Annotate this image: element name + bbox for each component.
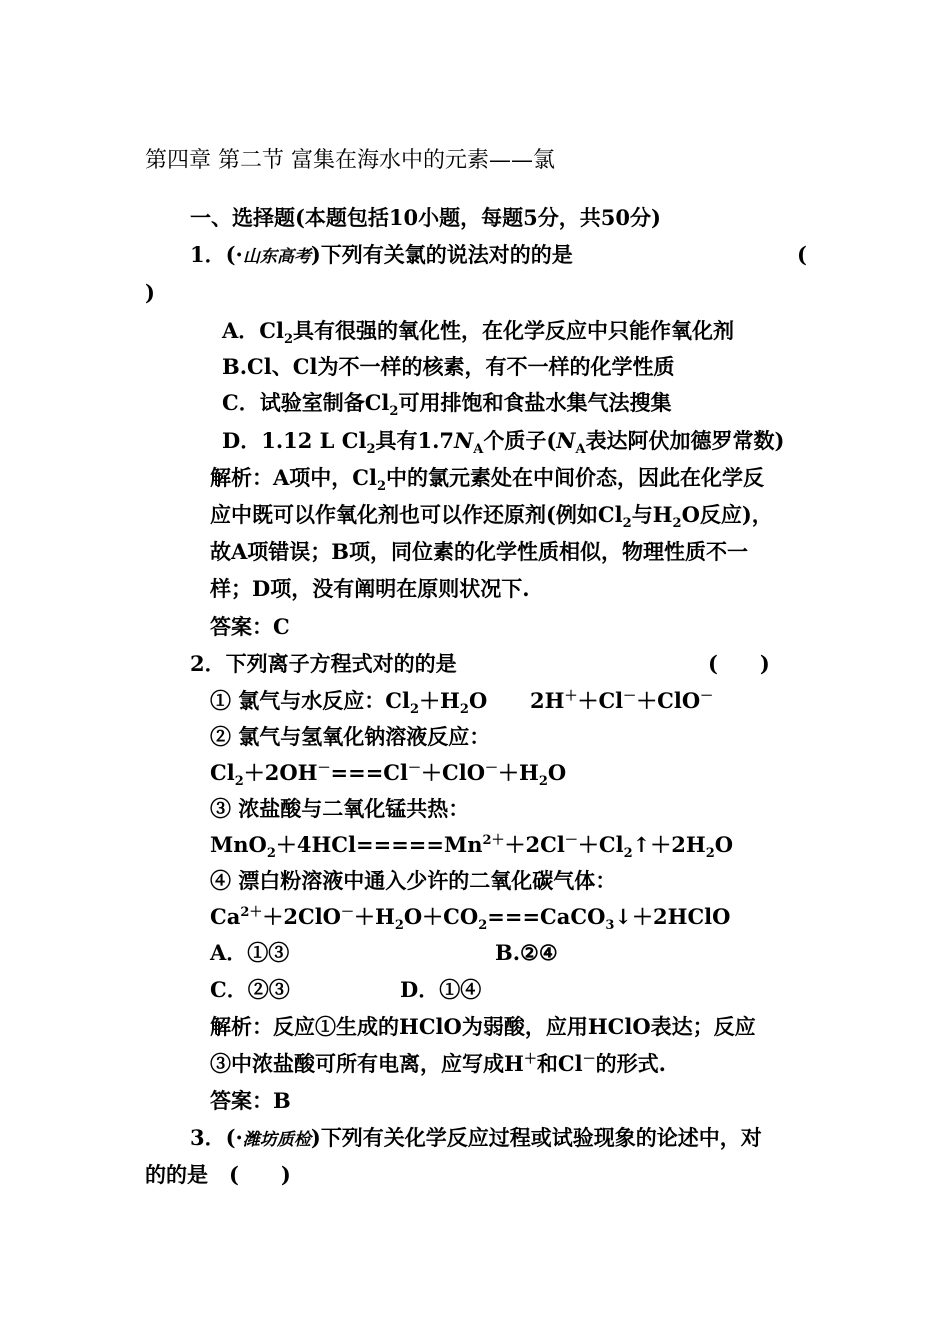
q1-answer-paren-close: )	[145, 280, 155, 305]
q1-answer-paren-open: (	[797, 242, 807, 267]
q3-number: 3．	[190, 1125, 226, 1150]
q2-answer-paren: ( )	[708, 651, 770, 676]
q1-option-c: C．试验室制备$Cl_2$可用排饱和食盐水集气法搜集	[222, 390, 672, 420]
q2-item-2-equation: $Cl_2+2OH^-===Cl^-+ClO^-+H_2O$	[210, 760, 567, 790]
q2-answer: 答案：B	[210, 1088, 291, 1113]
q2-item-2: ② 氯气与氢氧化钠溶液反应：	[210, 724, 491, 749]
q1-analysis-line-4: 样；D项，没有阐明在原则状况下.	[210, 576, 530, 601]
q2-option-a: A．①③	[210, 940, 290, 965]
q1-analysis-line-3: 故A项错误；B项，同位素的化学性质相似，物理性质不一	[210, 539, 749, 564]
q3-answer-paren: ( )	[229, 1162, 291, 1187]
page-title: 第四章 第二节 富集在海水中的元素——氯	[145, 148, 555, 173]
q2-item-4-equation: $Ca^{2+}+2ClO^-+H_2O+CO_2===CaCO_3↓+2HClO$	[210, 904, 731, 934]
q3-stem-line-2: 的的是 ( )	[145, 1162, 291, 1187]
q2-item-4: ④ 漂白粉溶液中通入少许的二氧化碳气体：	[210, 868, 617, 893]
q2-option-c: C．②③	[210, 977, 290, 1002]
q2-item-1-products: 2H＋＋Cl－＋ClO－	[530, 688, 714, 713]
q2-stem: 2．下列离子方程式对的的是	[190, 651, 457, 676]
q1-stem-text: 下列有关氯的说法对的的是	[320, 242, 573, 267]
q1-analysis-line-1: 解析：A项中，$Cl_2$中的氯元素处在中间价态，因此在化学反	[210, 465, 765, 495]
q1-stem: 1．(·山东高考)下列有关氯的说法对的的是	[190, 242, 573, 267]
q2-item-3-equation: $MnO_2+4HCl=====Mn^{2+}+2Cl^-+Cl_2↑+2H_2O$	[210, 832, 734, 862]
q1-analysis-line-2: 应中既可以作氧化剂也可以作还原剂(例如$Cl_2$与$H_2O$反应)，	[210, 502, 773, 532]
section-heading: 一、选择题(本题包括10小题，每题5分，共50分)	[190, 205, 661, 230]
q2-item-3: ③ 浓盐酸与二氧化锰共热：	[210, 796, 470, 821]
q1-number: 1．	[190, 242, 226, 267]
q3-source: 潍坊质检	[242, 1130, 311, 1150]
q3-stem: 3．(·潍坊质检)下列有关化学反应过程或试验现象的论述中，对	[190, 1125, 762, 1150]
q1-option-d: D．1.12 L $Cl_2$具有$1.7N_A$个质子($N_A$表达阿伏加德罗常数)	[222, 428, 785, 458]
q3-stem-text: 下列有关化学反应过程或试验现象的论述中，对	[320, 1125, 762, 1150]
q1-source: 山东高考	[242, 247, 311, 267]
q1-answer: 答案：C	[210, 614, 290, 639]
q2-item-1: ① 氯气与水反应：$Cl_2+H_2O$	[210, 688, 488, 718]
q1-option-a: A．$Cl_2$具有很强的氧化性，在化学反应中只能作氧化剂	[222, 318, 735, 348]
q1-option-b: B.Cl、Cl为不一样的核素，有不一样的化学性质	[222, 354, 675, 379]
q2-analysis-line-2: ③中浓盐酸可所有电离，应写成H＋和Cl－的形式.	[210, 1051, 666, 1076]
q2-option-b: B.②④	[495, 940, 558, 965]
q2-option-d: D．①④	[400, 977, 482, 1002]
q2-analysis-line-1: 解析：反应①生成的HClO为弱酸，应用HClO表达；反应	[210, 1014, 756, 1039]
